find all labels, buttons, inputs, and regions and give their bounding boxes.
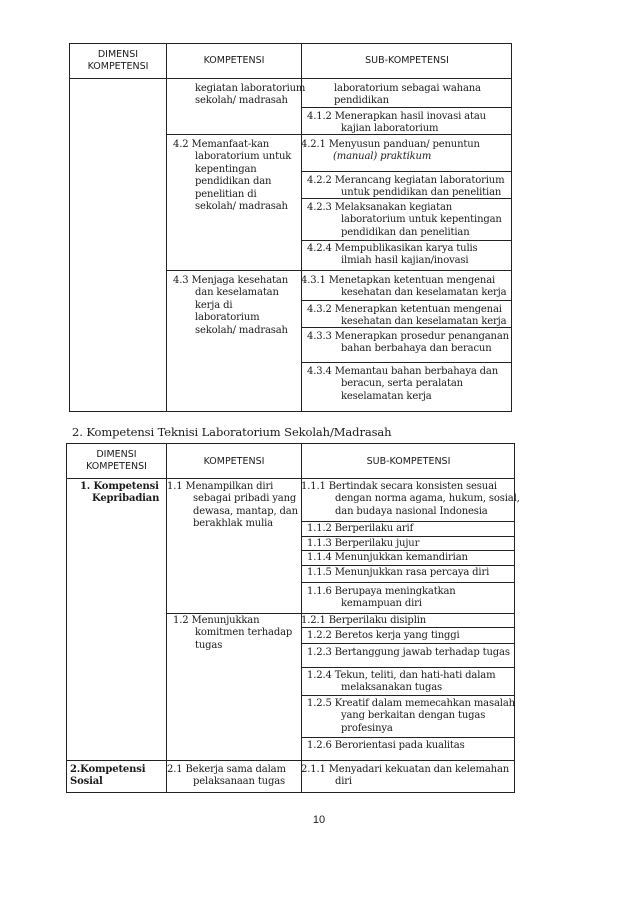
kompetensi-4-2: 4.2 Memanfaat-kan laboratorium untuk kepentingan pendidikan dan penelitian di sekolah/ madrasah [173,139,292,213]
sub-kompetensi-1-2-6: 1.2.6 Berorientasi pada kualitas [307,740,465,751]
sub-kompetensi-1-1-6: 1.1.6 Berupaya meningkatkan kemampuan diri [307,586,456,610]
sub-kompetensi-1-2-1: 1.2.1 Berperilaku disiplin [301,615,427,626]
kompetensi-continued: kegiatan laboratorium sekolah/ madrasah [195,83,306,107]
header-dimensi: DIMENSI KOMPETENSI [86,449,147,472]
sub-kompetensi-4-2-2: 4.2.2 Merancang kegiatan laboratorium untuk pendidikan dan penelitian [307,175,505,199]
kompetensi-1-2: 1.2 Menunjukkan komitmen terhadap tugas [173,615,293,651]
header-kompetensi: KOMPETENSI [203,456,265,467]
sub-kompetensi-4-2-3: 4.2.3 Melaksanakan kegiatan laboratorium untuk kepentingan pendidikan dan penelitian [307,202,502,238]
page-number: 10 [312,814,326,826]
section-title: 2. Kompetensi Teknisi Laboratorium Sekolah/Madrasah [72,425,392,439]
sub-kompetensi-2-1-1: 2.1.1 Menyadari kekuatan dan kelemahan diri [301,764,510,788]
row-divider [301,737,515,738]
header-sub-kompetensi: SUB-KOMPETENSI [366,456,451,467]
sub-kompetensi-1-1-3: 1.1.3 Berperilaku jujur [307,538,420,549]
row-divider [301,300,512,301]
sub-kompetensi-1-1-4: 1.1.4 Menunjukkan kemandirian [307,552,468,563]
sub-kompetensi-4-2-4: 4.2.4 Mempublikasikan karya tulis ilmiah hasil kajian/inovasi [307,243,478,267]
column-divider [166,43,167,412]
header-sub-kompetensi: SUB-KOMPETENSI [365,55,449,66]
sub-kompetensi-1-2-3: 1.2.3 Bertanggung jawab terhadap tugas [307,647,510,658]
header-divider [69,78,512,79]
sub-kompetensi-4-1-2: 4.1.2 Menerapkan hasil inovasi atau kajian laboratorium [307,111,486,135]
sub-kompetensi-4-3-4: 4.3.4 Memantau bahan berbahaya dan beracun, serta peralatan keselamatan kerja [307,366,499,402]
sub-kompetensi-1-2-4: 1.2.4 Tekun, teliti, dan hati-hati dalam melaksanakan tugas [307,670,496,694]
sub-kompetensi-1-1-1: 1.1.1 Bertindak secara konsisten sesuai dengan norma agama, hukum, sosial, dan budaya nasional Indonesia [301,481,520,517]
sub-kompetensi-1-2-2: 1.2.2 Beretos kerja yang tinggi [307,630,460,641]
row-divider [301,171,512,172]
sub-kompetensi-4-3-2: 4.3.2 Menerapkan ketentuan mengenai kesehatan dan keselamatan kerja [307,304,507,328]
row-divider [66,760,515,761]
header-divider [66,478,515,479]
row-divider [301,521,515,522]
row-divider [301,582,515,583]
sub-kompetensi-4-2-1: 4.2.1 Menyusun panduan/ penuntun (manual) praktikum [301,139,480,163]
row-divider [301,565,515,566]
sub-kompetensi-1-1-5: 1.1.5 Menunjukkan rasa percaya diri [307,567,490,578]
sub-kompetensi-continued: laboratorium sebagai wahana pendidikan [334,83,481,107]
sub-kompetensi-4-3-1: 4.3.1 Menetapkan ketentuan mengenai kesehatan dan keselamatan kerja [301,275,507,299]
row-divider [301,362,512,363]
sub-kompetensi-1-2-5: 1.2.5 Kreatif dalam memecahkan masalah yang berkaitan dengan tugas profesinya [307,698,515,734]
kompetensi-4-3: 4.3 Menjaga kesehatan dan keselamatan kerja di laboratorium sekolah/ madrasah [173,275,288,336]
row-divider [301,695,515,696]
kompetensi-2-1: 2.1 Bekerja sama dalam pelaksanaan tugas [167,764,286,788]
header-dimensi: DIMENSI KOMPETENSI [87,49,149,72]
dimensi-kepribadian: 1. Kompetensi Kepribadian [80,481,160,505]
row-divider [301,667,515,668]
dimensi-sosial: 2.Kompetensi Sosial [70,764,146,788]
kompetensi-1-1: 1.1 Menampilkan diri sebagai pribadi yang dewasa, mantap, dan berakhlak mulia [167,481,298,530]
row-divider [301,240,512,241]
row-divider [301,536,515,537]
header-kompetensi: KOMPETENSI [203,55,265,66]
sub-kompetensi-4-3-3: 4.3.3 Menerapkan prosedur penanganan bahan berbahaya dan beracun [307,331,509,355]
row-divider [301,643,515,644]
sub-kompetensi-1-1-2: 1.1.2 Berperilaku arif [307,523,414,534]
row-divider [166,613,515,614]
row-divider [166,270,512,271]
